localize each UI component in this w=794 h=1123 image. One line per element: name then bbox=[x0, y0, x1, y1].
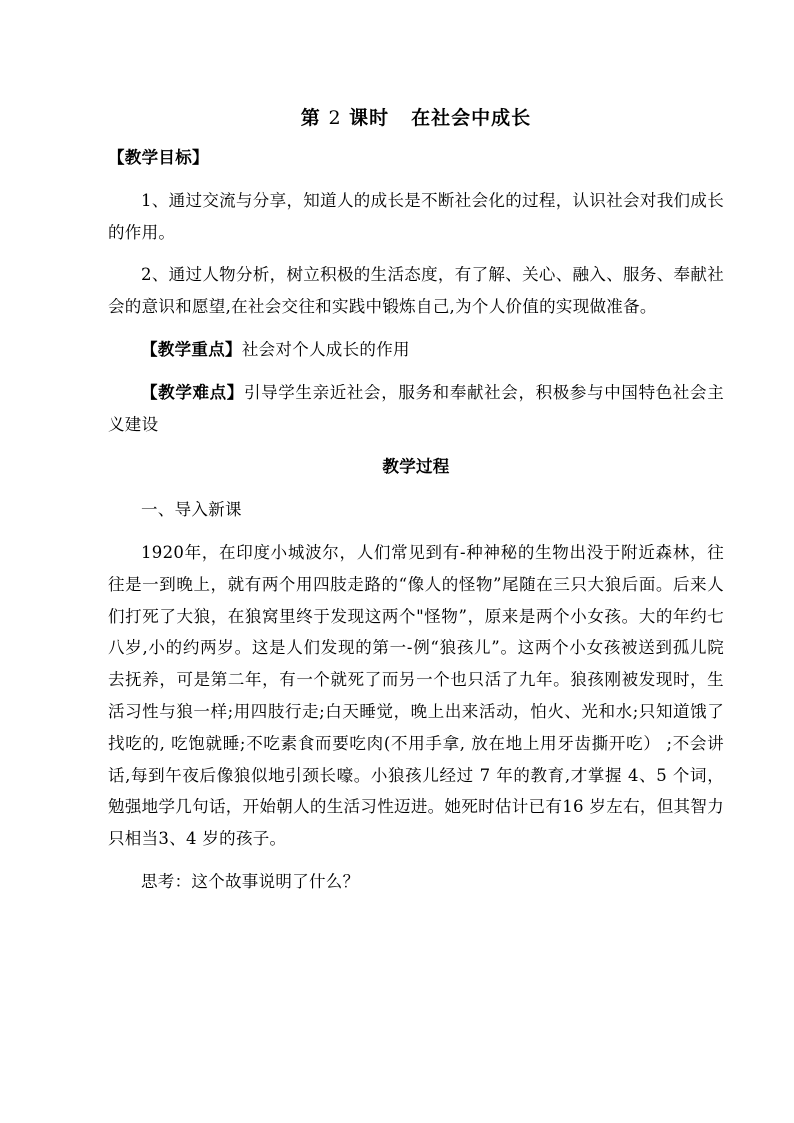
lesson-title bbox=[108, 100, 724, 136]
question: 思考：这个故事说明了什么？ bbox=[141, 871, 360, 891]
title-part-3: 在社会中成长 bbox=[411, 107, 532, 129]
objectives-heading: 【教学目标】 bbox=[108, 148, 209, 167]
story-paragraph: 1920年，在印度小城波尔，人们常见到有-种神秘的生物出没于附近森林，往往是一到晚上，就有两个用四肢走路的“像人的怪物”尾随在三只大狼后面。后来人们打死了大狼，在狼窝里终于发现这两个"怪物”，原来是两个小女孩。大的年约七八岁,小的约两岁。这是人们发现的第一-例“狼孩儿”。这两个小女孩被送到孤儿院去抚养，可是第二年，有一个就死了而另一个也只活了九年。狼孩刚被发现时，生活习性与狼一样;用四肢行走;白天睡觉，晚上出来活动，怕火、光和水;只知道饿了找吃的, 吃饱就睡;不吃素食而要吃肉(不用手拿, 放在地上用牙齿撕开吃） ;不会讲话,每到午夜后像狼似地引颈长嚎。小狼孩儿经过 7 年的教育,才掌握 4、5 个词，勉强地学几句话，开始朝人的生活习性迈进。她死时估计已有16 岁左右，但其智力只相当3、4 岁的孩子。 bbox=[108, 542, 724, 849]
key-point-label: 【教学重点】 bbox=[141, 339, 242, 359]
objective-2: 2、通过人物分析，树立积极的生活态度，有了解、关心、融入、服务、奉献社会的意识和愿望,在社会交往和实践中锻炼自己,为个人价值的实现做准备。 bbox=[108, 265, 724, 317]
title-part-1: 第 bbox=[300, 107, 321, 129]
difficulty-text: 引导学生亲近社会，服务和奉献社会，积极参与中国特色社会主义建设 bbox=[108, 382, 724, 434]
section-1-heading: 一、导入新课 bbox=[141, 500, 242, 520]
document-body bbox=[108, 100, 724, 898]
difficulty bbox=[108, 377, 724, 441]
process-heading: 教学过程 bbox=[382, 457, 450, 477]
title-part-2: 课时 bbox=[349, 107, 390, 129]
key-point bbox=[108, 334, 724, 366]
title-number: 2 bbox=[328, 107, 342, 129]
objective-1: 1、通过交流与分享，知道人的成长是不断社会化的过程，认识社会对我们成长的作用。 bbox=[108, 190, 724, 242]
key-point-text: 社会对个人成长的作用 bbox=[241, 339, 410, 359]
difficulty-label: 【教学难点】 bbox=[141, 382, 244, 402]
